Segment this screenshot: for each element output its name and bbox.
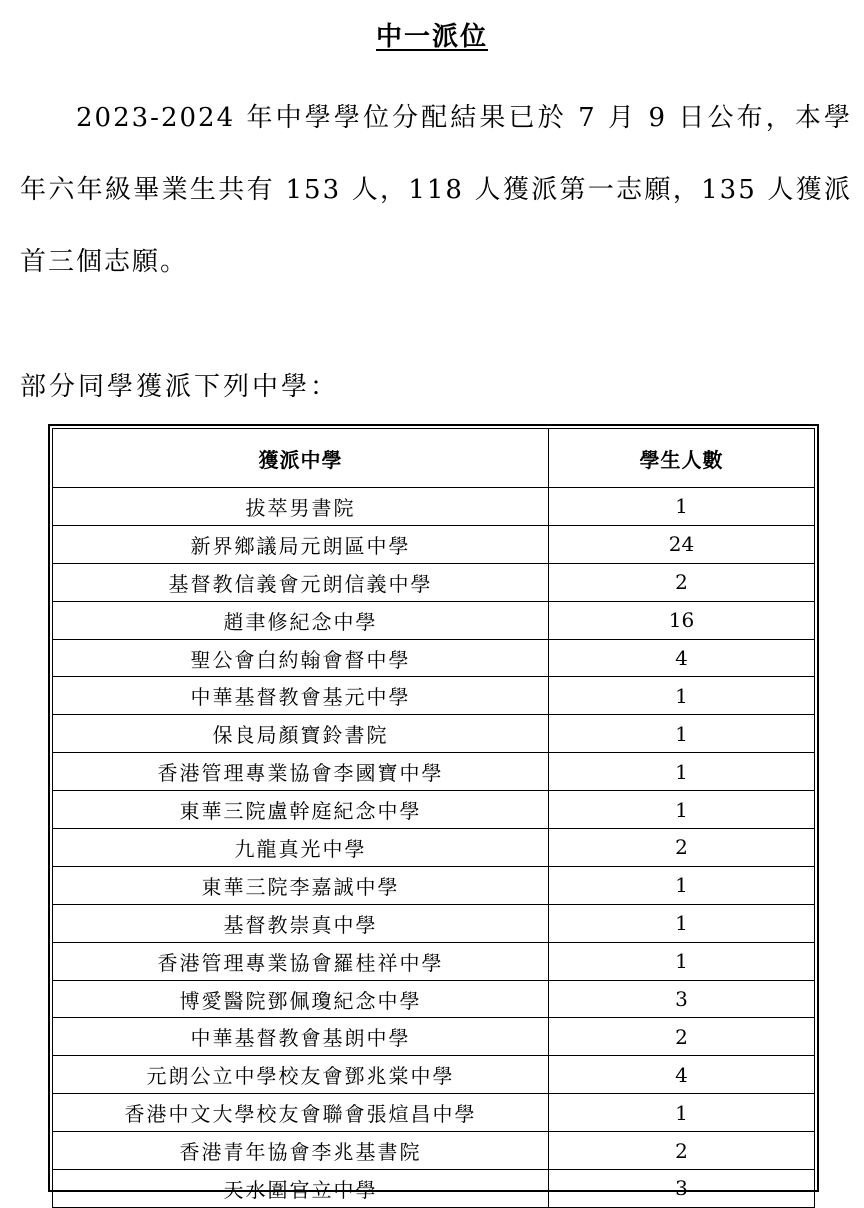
- student-count-cell: 1: [549, 1094, 815, 1132]
- table-row: [53, 942, 815, 980]
- school-name-cell: 新界鄉議局元朗區中學: [53, 525, 549, 563]
- student-count-cell: 1: [549, 715, 815, 753]
- school-name-cell: 香港青年協會李兆基書院: [53, 1132, 549, 1170]
- student-count-cell: 1: [549, 753, 815, 791]
- school-name-cell: 東華三院李嘉誠中學: [53, 866, 549, 904]
- table-row: [53, 525, 815, 563]
- student-count-cell: 1: [549, 904, 815, 942]
- table-row: [53, 1056, 815, 1094]
- student-count-cell: 1: [549, 488, 815, 526]
- student-count-cell: 16: [549, 601, 815, 639]
- school-name-cell: 趙聿修紀念中學: [53, 601, 549, 639]
- school-name-cell: 香港管理專業協會李國寶中學: [53, 753, 549, 791]
- page-title: [0, 16, 864, 53]
- table-row: [53, 866, 815, 904]
- school-name-cell: 九龍真光中學: [53, 829, 549, 867]
- table-header-row: [53, 429, 815, 488]
- header-student-count: 學生人數: [549, 429, 815, 488]
- table-row: [53, 1018, 815, 1056]
- table-body: [53, 488, 815, 1208]
- school-name-cell: 東華三院盧幹庭紀念中學: [53, 791, 549, 829]
- student-count-cell: 1: [549, 791, 815, 829]
- table-row: [53, 1170, 815, 1208]
- student-count-cell: 1: [549, 942, 815, 980]
- student-count-cell: 3: [549, 1170, 815, 1208]
- school-name-cell: 保良局顏寶鈴書院: [53, 715, 549, 753]
- school-name-cell: 拔萃男書院: [53, 488, 549, 526]
- school-name-cell: 中華基督教會基元中學: [53, 677, 549, 715]
- school-name-cell: 香港管理專業協會羅桂祥中學: [53, 942, 549, 980]
- school-name-cell: 基督教崇真中學: [53, 904, 549, 942]
- table-intro-text: 部分同學獲派下列中學：: [20, 372, 340, 402]
- student-count-cell: 3: [549, 980, 815, 1018]
- school-name-cell: 香港中文大學校友會聯會張煊昌中學: [53, 1094, 549, 1132]
- table-row: [53, 753, 815, 791]
- student-count-cell: 4: [549, 1056, 815, 1094]
- student-count-cell: 24: [549, 525, 815, 563]
- allocation-table: [52, 428, 815, 1208]
- table-row: [53, 677, 815, 715]
- table-row: [53, 980, 815, 1018]
- table-row: [53, 715, 815, 753]
- table-row: [53, 791, 815, 829]
- student-count-cell: 2: [549, 563, 815, 601]
- student-count-cell: 2: [549, 829, 815, 867]
- table-row: [53, 1094, 815, 1132]
- table-row: [53, 904, 815, 942]
- student-count-cell: 2: [549, 1132, 815, 1170]
- school-name-cell: 元朗公立中學校友會鄧兆棠中學: [53, 1056, 549, 1094]
- header-school: 獲派中學: [53, 429, 549, 488]
- table-row: [53, 1132, 815, 1170]
- table-row: [53, 829, 815, 867]
- page-title-text: 中一派位: [375, 22, 488, 52]
- school-name-cell: 天水圍官立中學: [53, 1170, 549, 1208]
- school-name-cell: 博愛醫院鄧佩瓊紀念中學: [53, 980, 549, 1018]
- student-count-cell: 1: [549, 677, 815, 715]
- intro-paragraph: 2023-2024 年中學學位分配結果已於 7 月 9 日公布，本學年六年級畢業生共有 153 人，118 人獲派第一志願，135 人獲派首三個志願。: [20, 103, 852, 277]
- table-row: [53, 563, 815, 601]
- student-count-cell: 2: [549, 1018, 815, 1056]
- table-row: [53, 488, 815, 526]
- table-row: [53, 639, 815, 677]
- table-row: [53, 601, 815, 639]
- student-count-cell: 1: [549, 866, 815, 904]
- school-name-cell: 基督教信義會元朗信義中學: [53, 563, 549, 601]
- school-name-cell: 聖公會白約翰會督中學: [53, 639, 549, 677]
- student-count-cell: 4: [549, 639, 815, 677]
- school-name-cell: 中華基督教會基朗中學: [53, 1018, 549, 1056]
- allocation-table-frame: [48, 424, 819, 1202]
